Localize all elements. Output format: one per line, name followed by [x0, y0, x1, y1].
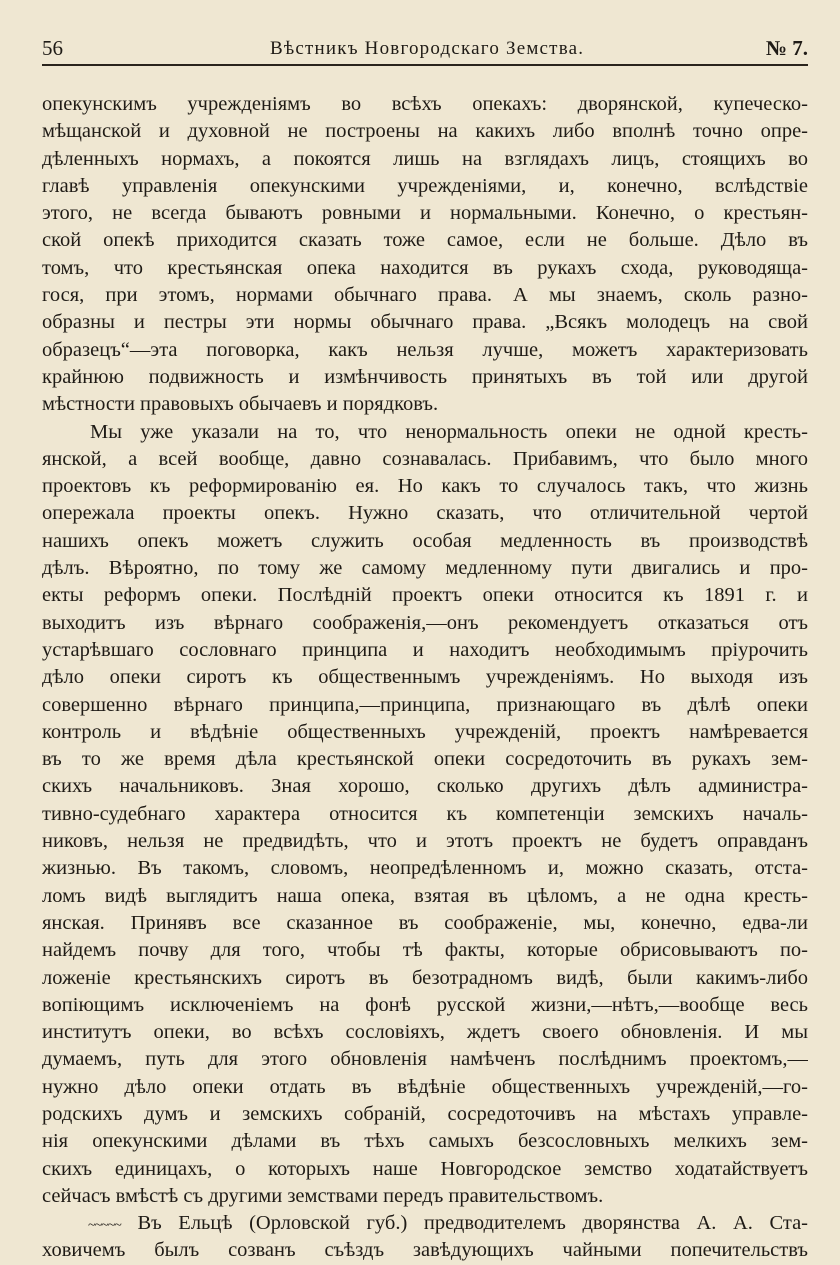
- text-line: нашихъ опекъ можетъ служить особая медленность въ производствѣ: [42, 529, 808, 552]
- text-line: томъ, что крестьянская опека находится въ рукахъ схода, руководяща-: [42, 256, 808, 279]
- text-line: крайнюю подвижность и измѣнчивость принятыхъ въ той или другой: [42, 365, 808, 388]
- text-line: ломъ видѣ выглядитъ наша опека, взятая въ цѣломъ, а не одна кресть-: [42, 884, 808, 907]
- text-line: янская. Принявъ все сказанное въ соображеніе, мы, конечно, едва-ли: [42, 911, 808, 934]
- text-line-with-mark: [42, 1210, 808, 1237]
- text-line: устарѣвшаго сословнаго принципа и находитъ необходимымъ пріурочить: [42, 638, 808, 661]
- text-line: контроль и вѣдѣніе общественныхъ учрежденій, проектъ намѣревается: [42, 720, 808, 743]
- text-line: дѣлъ. Вѣроятно, по тому же самому медленному пути двигались и про-: [42, 557, 808, 580]
- text-line: родскихъ думъ и земскихъ собраній, сосредоточивъ на мѣстахъ управле-: [42, 1102, 808, 1125]
- text-line: въ то же время дѣла крестьянской опеки сосредоточить въ рукахъ зем-: [42, 748, 808, 771]
- text-line: опережала проекты опекъ. Нужно сказать, что отличительной чертой: [42, 502, 808, 525]
- text-line: мѣщанской и духовной не построены на какихъ либо вполнѣ точно опре-: [42, 120, 808, 143]
- text-line: этого, не всегда бываютъ ровными и нормальными. Конечно, о крестьян-: [42, 202, 808, 225]
- text-line: гося, при этомъ, нормами обычнаго права. А мы знаемъ, сколь разно-: [42, 284, 808, 307]
- text-line: нужно дѣло опеки отдать въ вѣдѣніе общественныхъ учрежденій,—го-: [42, 1075, 808, 1098]
- text-line: ховичемъ былъ созванъ съѣздъ завѣдующихъ чайными попечительствъ: [42, 1239, 808, 1262]
- text-line: выходитъ изъ вѣрнаго соображенія,—онъ рекомендуетъ отказаться отъ: [42, 611, 808, 634]
- text-line: мѣстности правовыхъ обычаевъ и порядковъ.: [42, 393, 439, 416]
- text-line: образны и пестры эти нормы обычнаго права. „Всякъ молодецъ на свой: [42, 311, 808, 334]
- text-line: сейчасъ вмѣстѣ съ другими земствами передъ правительствомъ.: [42, 1184, 604, 1207]
- text-line: скихъ единицахъ, о которыхъ наше Новгородское земство ходатайствуетъ: [42, 1157, 808, 1180]
- text-line: Въ Ельцѣ (Орловской губ.) предводителемъ дворянства А. А. Ста-: [137, 1212, 808, 1235]
- text-line: дѣленныхъ нормахъ, а покоятся лишь на взглядахъ лицъ, стоящихъ во: [42, 147, 808, 170]
- text-line: никовъ, нельзя не предвидѣть, что и этотъ проектъ не будетъ оправданъ: [42, 830, 808, 853]
- text-line: совершенно вѣрнаго принципа,—принципа, признающаго въ дѣлѣ опеки: [42, 693, 808, 716]
- text-line: главѣ управленія опекунскими учрежденіями, и, конечно, вслѣдствіе: [42, 174, 808, 197]
- page-number: 56: [42, 36, 63, 60]
- text-line: тивно-судебнаго характера относится къ компетенціи земскихъ началь-: [42, 802, 808, 825]
- journal-title: Вѣстникъ Новгородскаго Земства.: [270, 38, 585, 59]
- section-mark: ~~~~~: [88, 1218, 121, 1234]
- text-line: скихъ начальниковъ. Зная хорошо, сколько другихъ дѣлъ администра-: [42, 775, 808, 798]
- text-line: Мы уже указали на то, что ненормальность опеки не одной кресть-: [90, 420, 808, 443]
- text-line: нія опекунскими дѣлами въ тѣхъ самыхъ безсословныхъ мелкихъ зем-: [42, 1130, 808, 1153]
- text-line: думаемъ, путь для этого обновленія намѣченъ послѣднимъ проектомъ,—: [42, 1048, 808, 1071]
- text-line: институтъ опеки, во всѣхъ сословіяхъ, ждетъ своего обновленія. И мы: [42, 1021, 808, 1044]
- text-line: ской опекѣ приходится сказать тоже самое, если не больше. Дѣло въ: [42, 229, 808, 252]
- text-line: найдемъ почву для того, чтобы тѣ факты, которые обрисовываютъ по-: [42, 939, 808, 962]
- text-line: дѣло опеки сиротъ къ общественнымъ учрежденіямъ. Но выходя изъ: [42, 666, 808, 689]
- text-line: янской, а всей вообще, давно сознавалась. Прибавимъ, что было много: [42, 447, 808, 470]
- issue-number: № 7.: [765, 36, 808, 60]
- article-text: [42, 91, 808, 1265]
- text-line: образецъ“—эта поговорка, какъ нельзя лучше, можетъ характеризовать: [42, 338, 808, 361]
- text-line: ложеніе крестьянскихъ сиротъ въ безотрадномъ видѣ, были какимъ-либо: [42, 966, 808, 989]
- text-line: проектовъ къ реформированію ея. Но какъ то случалось такъ, что жизнь: [42, 475, 808, 498]
- text-line: жизнью. Въ такомъ, словомъ, неопредѣленномъ и, можно сказать, отста-: [42, 857, 808, 880]
- text-line: опекунскимъ учрежденіямъ во всѣхъ опекахъ: дворянской, купеческо-: [42, 93, 808, 115]
- text-line: вопіющимъ исключеніемъ на фонѣ русской жизни,—нѣтъ,—вообще весь: [42, 993, 808, 1016]
- running-header: [42, 36, 808, 66]
- text-line: екты реформъ опеки. Послѣдній проектъ опеки относится къ 1891 г. и: [42, 584, 808, 607]
- header-rule: [42, 64, 808, 66]
